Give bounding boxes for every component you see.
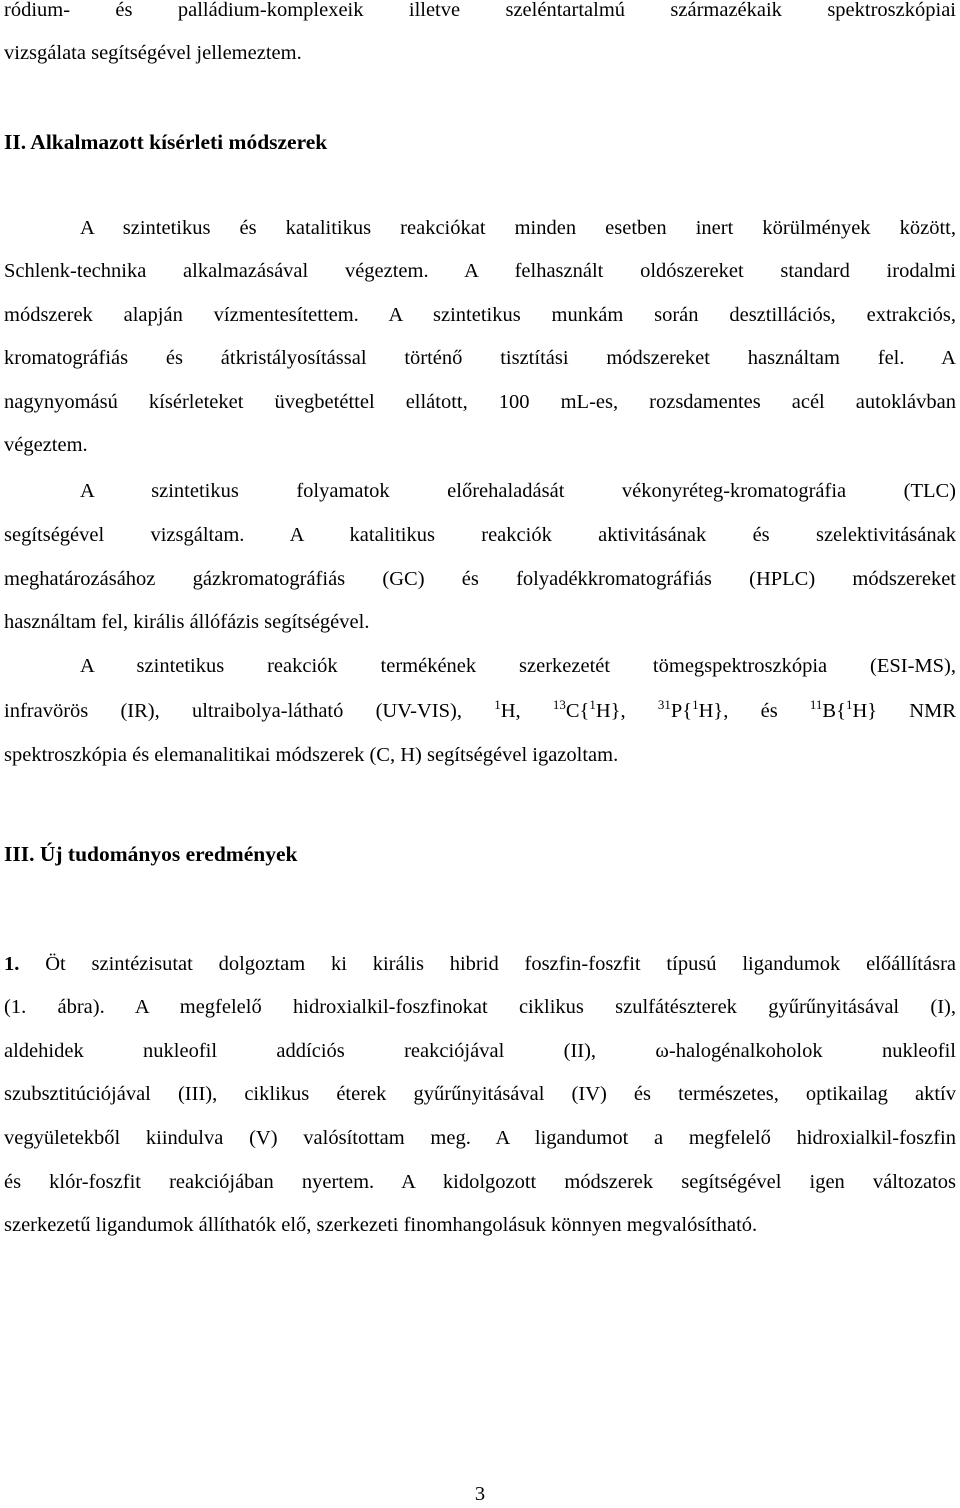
paragraph-line: vegyületekből kiindulva (V) valósítottam meg. A ligandumot a megfelelő hidroxialkil-foszfin xyxy=(4,1127,956,1149)
nmr-line xyxy=(4,697,956,725)
intro-line-1: ródium- és palládium-komplexeik illetve szeléntartalmú származékaik spektroszkópiai xyxy=(4,0,956,21)
superscript: 13 xyxy=(552,697,566,713)
superscript: 1 xyxy=(692,697,699,713)
nmr-text: H} NMR xyxy=(852,700,957,722)
nmr-text: C{ xyxy=(565,700,590,722)
section-3-heading: III. Új tudományos eredmények xyxy=(4,842,298,866)
paragraph-line: szerkezetű ligandumok állíthatók elő, szerkezeti finomhangolásuk könnyen megvalósítható. xyxy=(4,1214,758,1236)
paragraph-line: (1. ábra). A megfelelő hidroxialkil-foszfinokat ciklikus szulfátészterek gyűrűnyitásával (I), xyxy=(4,996,956,1018)
page-number: 3 xyxy=(474,1483,486,1505)
nmr-text: H}, és xyxy=(698,700,778,722)
superscript: 1 xyxy=(494,697,501,713)
paragraph-line: nagynyomású kísérleteket üvegbetéttel ellátott, 100 mL-es, rozsdamentes acél autoklávban xyxy=(4,391,956,413)
intro-line-2: vizsgálata segítségével jellemeztem. xyxy=(4,42,302,64)
paragraph-line: aldehidek nukleofil addíciós reakciójával (II), ω-halogénalkoholok nukleofil xyxy=(4,1040,956,1062)
paragraph-line: A szintetikus és katalitikus reakciókat minden esetben inert körülmények között, xyxy=(80,217,956,239)
paragraph-line: segítségével vizsgáltam. A katalitikus reakciók aktivitásának és szelektivitásának xyxy=(4,524,956,546)
item-number: 1. xyxy=(4,953,20,975)
superscript: 11 xyxy=(809,697,823,713)
paragraph-line: szubsztitúciójával (III), ciklikus éterek gyűrűnyitásával (IV) és természetes, optikailag aktív xyxy=(4,1083,956,1105)
paragraph-line: meghatározásához gázkromatográfiás (GC) és folyadékkromatográfiás (HPLC) módszereket xyxy=(4,568,956,590)
item-text: Öt szintézisutat dolgoztam ki királis hibrid foszfin-foszfit típusú ligandumok előállításra xyxy=(45,953,957,975)
paragraph-line: és klór-foszfit reakciójában nyertem. A kidolgozott módszerek segítségével igen változatos xyxy=(4,1171,956,1193)
section-2-heading: II. Alkalmazott kísérleti módszerek xyxy=(4,130,328,154)
nmr-text: H, xyxy=(500,700,521,722)
paragraph-line: használtam fel, királis állófázis segítségével. xyxy=(4,611,370,633)
nmr-text: H}, xyxy=(595,700,626,722)
item-1-line xyxy=(4,950,956,978)
paragraph-line: spektroszkópia és elemanalitikai módszerek (C, H) segítségével igazoltam. xyxy=(4,744,619,766)
paragraph-line: végeztem. xyxy=(4,434,88,456)
paragraph-line: módszerek alapján vízmentesítettem. A szintetikus munkám során desztillációs, extrakciós, xyxy=(4,304,956,326)
paragraph-line: kromatográfiás és átkristályosítással történő tisztítási módszereket használtam fel. A xyxy=(4,347,956,369)
superscript: 1 xyxy=(845,697,853,713)
nmr-text: P{ xyxy=(670,700,693,722)
paragraph-line: A szintetikus folyamatok előrehaladását vékonyréteg-kromatográfia (TLC) xyxy=(80,480,956,502)
superscript: 1 xyxy=(589,697,596,713)
superscript: 31 xyxy=(657,697,671,713)
paragraph-line: Schlenk-technika alkalmazásával végeztem. A felhasznált oldószereket standard irodalmi xyxy=(4,260,956,282)
paragraph-line: A szintetikus reakciók termékének szerkezetét tömegspektroszkópia (ESI-MS), xyxy=(80,655,956,677)
nmr-text: infravörös (IR), ultraibolya-látható (UV-VIS), xyxy=(4,700,462,722)
nmr-text: B{ xyxy=(822,700,846,722)
